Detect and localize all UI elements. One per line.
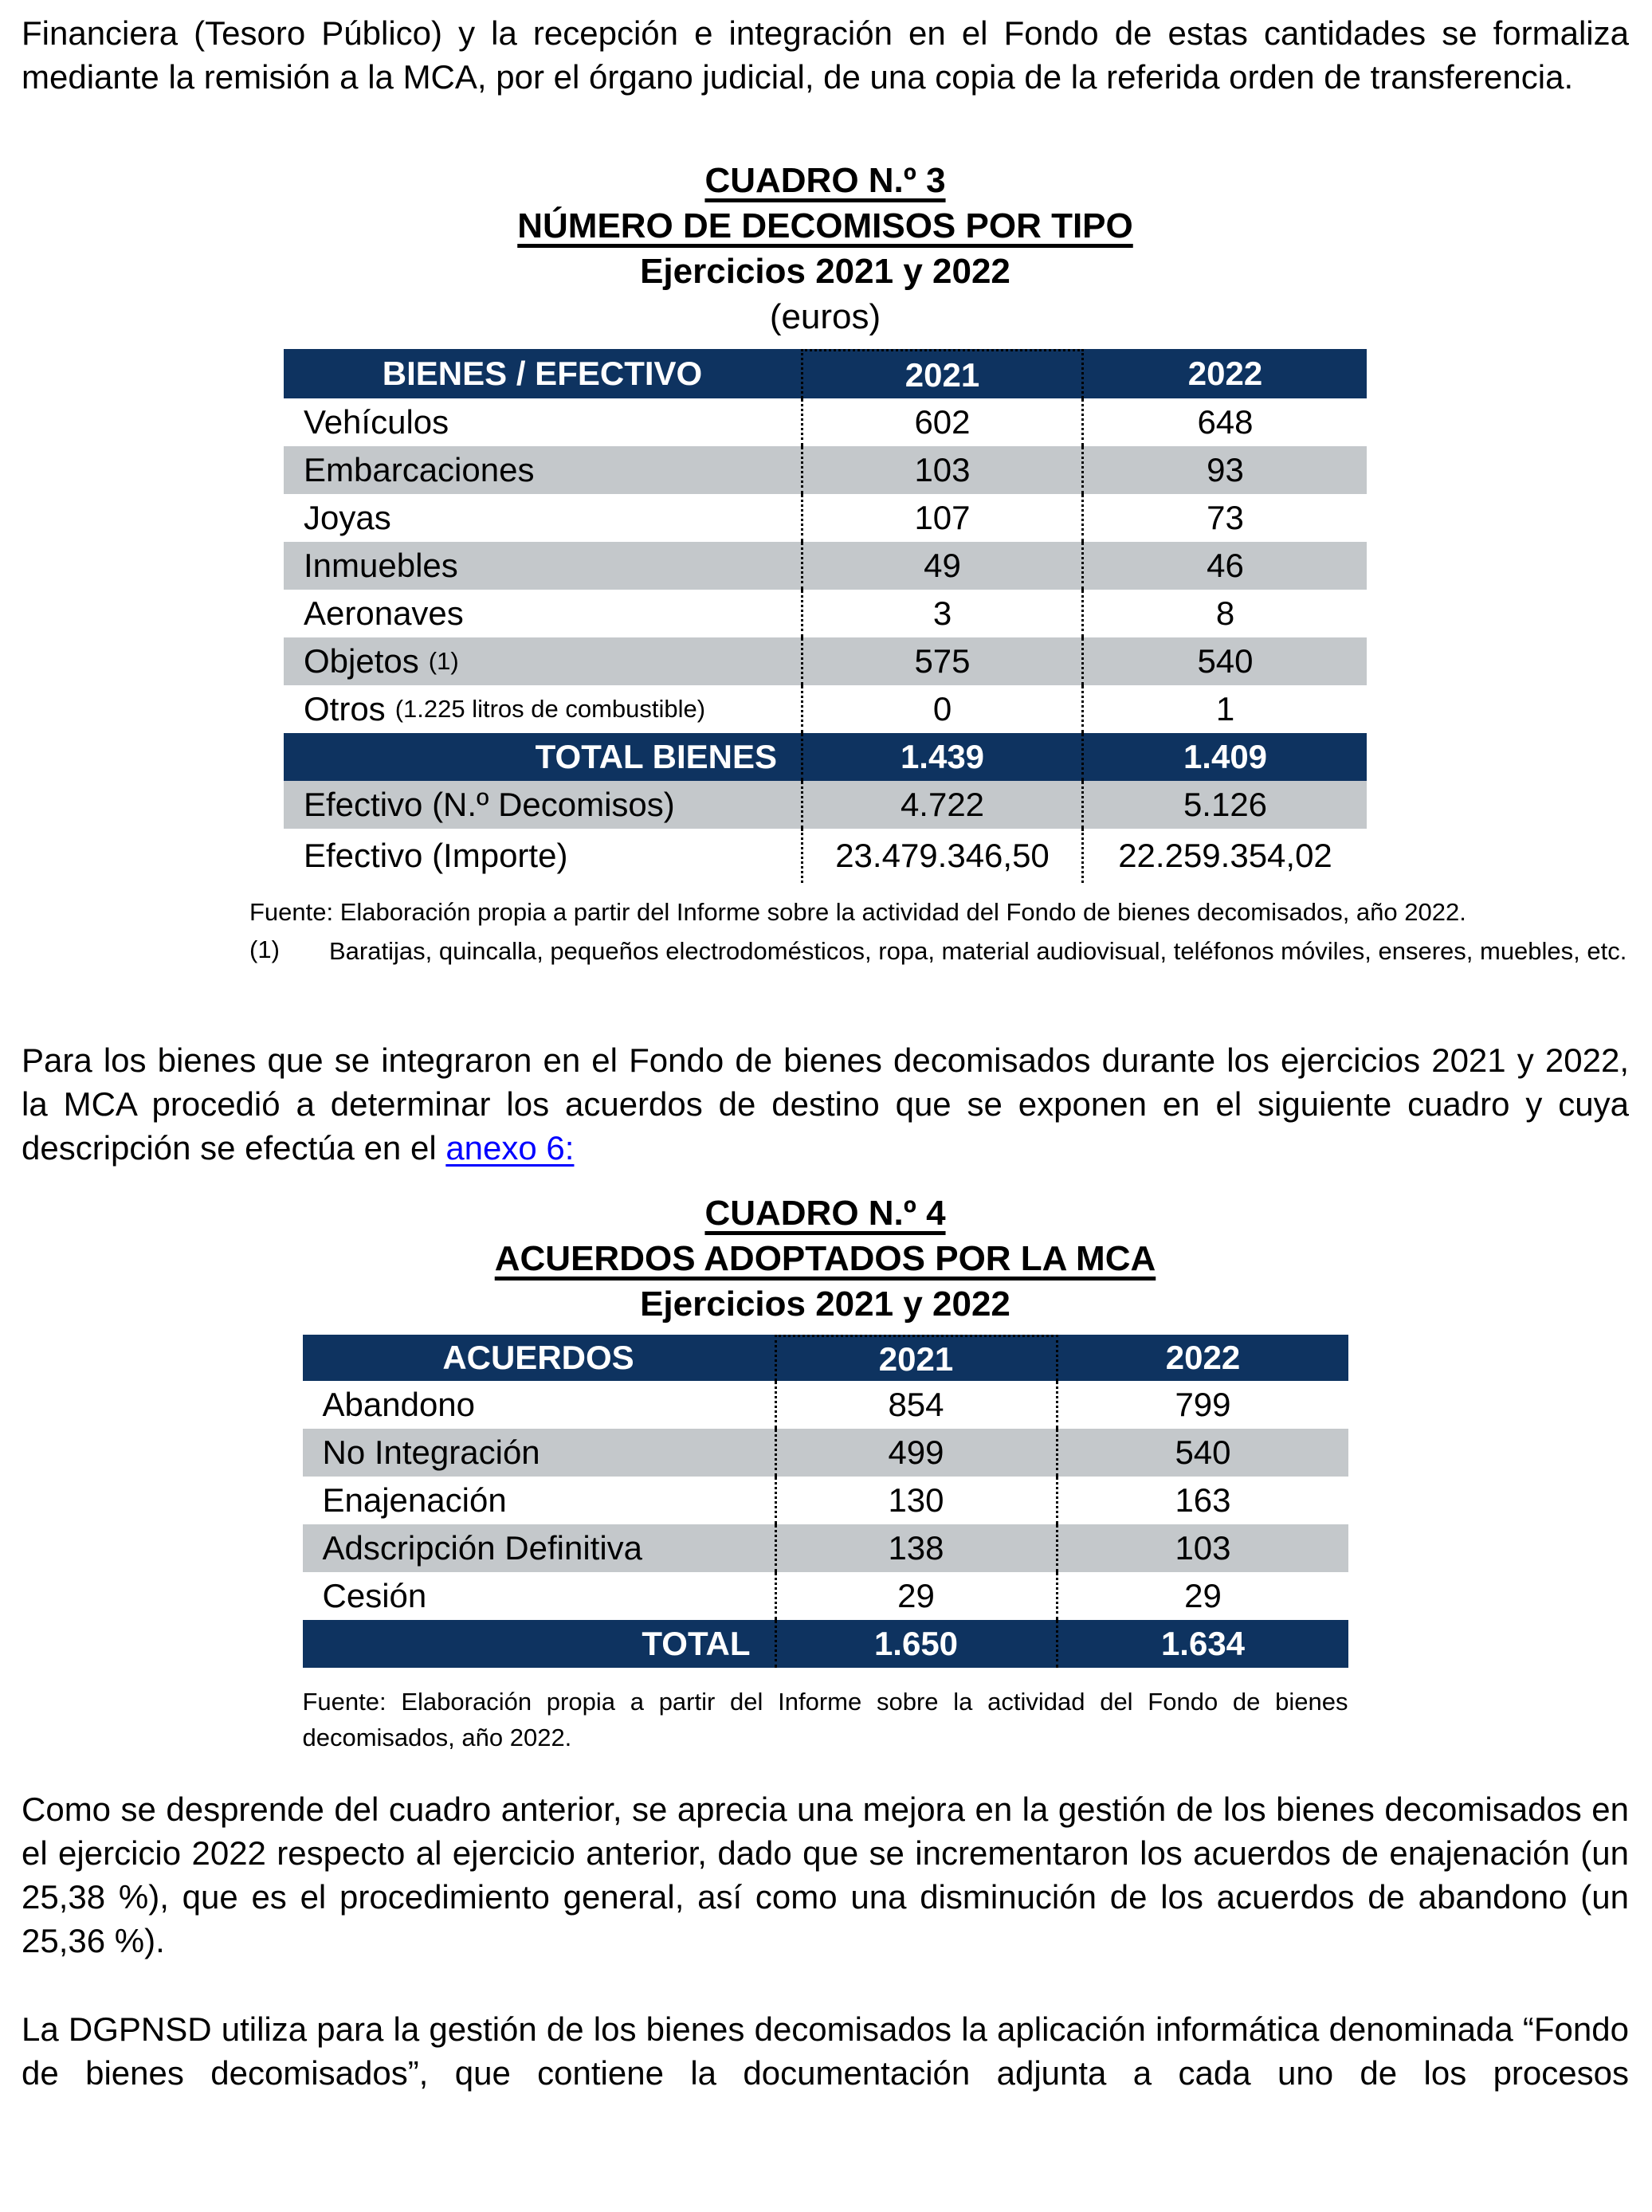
row-label-cell: Efectivo (Importe) [304,837,568,874]
table-row-inmuebles [284,542,1367,590]
middle-paragraph [22,1038,1629,1170]
row-label-cell: Abandono [322,1386,476,1423]
table-row-efectivo-decomisos [284,781,1367,829]
footnote-text: Baratijas, quincalla, pequeños electrodomésticos, ropa, material audiovisual, teléfonos móviles, enseres, muebles, etc. [329,937,1627,965]
table-row-joyas [284,494,1367,542]
cuadro4-source-note: Fuente: Elaboración propia a partir del Informe sobre la actividad del Fondo de bienes decomisados, año 2022. [302,1688,1348,1751]
header-cell-acuerdos: ACUERDOS [303,1335,775,1381]
value-2021-cell: 499 [775,1429,1058,1477]
table-row-aeronaves [284,590,1367,637]
analysis-paragraph: Como se desprende del cuadro anterior, se aprecia una mejora en la gestión de los bienes decomisados en el ejercicio 2022 respecto al ejercicio anterior, dado que se incrementaron los acuerdos de enajenación (un 25,38 %), que es el procedimiento general, así como una disminución de los acuerdos de abandono (un 25,36 %). [22,1790,1629,1959]
value-2021-cell: 29 [775,1572,1058,1620]
value-2022-cell: 163 [1175,1481,1231,1519]
value-2022-cell: 103 [1175,1529,1231,1567]
cuadro4-title-line [22,1190,1629,1236]
value-2022-cell: 29 [1184,1577,1222,1614]
total-2021-cell: 1.650 [775,1620,1058,1668]
value-2021-cell: 602 [801,398,1084,446]
table-row-adscripcion-definitiva [303,1524,1348,1572]
value-2021-cell: 575 [801,637,1084,685]
table-header-row [284,349,1367,398]
header-cell-2021: 2021 [775,1335,1058,1381]
table-total-row [303,1620,1348,1668]
row-label-suffix: (1) [428,647,459,675]
value-2022-cell: 799 [1175,1386,1231,1423]
header-cell-2021: 2021 [801,349,1084,398]
row-label-cell: Joyas [304,499,391,536]
row-label-cell: Inmuebles [304,547,458,584]
value-2022-cell: 648 [1197,403,1254,441]
cuadro4-subtitle-line [22,1236,1629,1281]
intro-paragraph: Financiera (Tesoro Público) y la recepción e integración en el Fondo de estas cantidades se formaliza mediante la remisión a la MCA, por el órgano judicial, de una copia de la referida orden de transferencia. [22,14,1629,96]
row-label-cell: Aeronaves [304,594,464,632]
value-2021-cell: 23.479.346,50 [801,829,1084,883]
table-row-embarcaciones [284,446,1367,494]
cuadro3-title-line [22,158,1629,203]
value-2022-cell: 540 [1197,642,1254,680]
middle-paragraph-text: Para los bienes que se integraron en el Fondo de bienes decomisados durante los ejercicios 2021 y 2022, la MCA procedió a determinar los acuerdos de destino que se exponen en el siguiente cuadro y cuya descripción se efectúa en el [22,1041,1629,1167]
value-2021-cell: 49 [801,542,1084,590]
value-2021-cell: 107 [801,494,1084,542]
row-label-cell: Efectivo (N.º Decomisos) [304,786,675,823]
closing-paragraph: La DGPNSD utiliza para la gestión de los bienes decomisados la aplicación informática denominada “Fondo de bienes decomisados”, que contiene la documentación adjunta a cada uno de los procesos [22,2010,1629,2092]
table-row-efectivo-importe [284,829,1367,883]
row-label-cell: Otros (1.225 litros de combustible) [304,690,706,728]
table-row-vehiculos [284,398,1367,446]
row-label-cell: Objetos (1) [304,642,459,680]
cuadro3-subtitle-line [22,203,1629,249]
table-row-abandono [303,1381,1348,1429]
cuadro3-period: Ejercicios 2021 y 2022 [640,252,1010,291]
row-label-cell: No Integración [322,1433,540,1471]
cuadro4-subtitle: ACUERDOS ADOPTADOS POR LA MCA [494,1239,1156,1278]
value-2021-cell: 130 [775,1477,1058,1524]
value-2022-cell: 93 [1207,451,1244,488]
value-2022-cell: 8 [1215,594,1235,632]
table-total-row [284,733,1367,781]
cuadro3-footnotes [249,894,1629,971]
value-2021-cell: 103 [801,446,1084,494]
header-cell-2022: 2022 [1058,1335,1348,1381]
value-2022-cell: 22.259.354,02 [1118,837,1332,874]
table-header-row [303,1335,1348,1381]
cuadro4-title-block [22,1190,1629,1327]
table-row-enajenacion [303,1477,1348,1524]
header-cell-2022: 2022 [1084,349,1367,398]
value-2021-cell: 138 [775,1524,1058,1572]
footnote-1 [249,931,1629,971]
total-2022-cell: 1.409 [1084,733,1367,781]
table-row-objetos [284,637,1367,685]
value-2021-cell: 0 [801,685,1084,733]
total-label-cell: TOTAL [303,1620,775,1668]
total-label-cell: TOTAL BIENES [284,733,801,781]
cuadro4-period: Ejercicios 2021 y 2022 [640,1284,1010,1324]
value-2022-cell: 5.126 [1183,786,1268,823]
row-label-suffix: (1.225 litros de combustible) [394,695,706,723]
cuadro3-title-block [22,158,1629,339]
value-2021-cell: 854 [775,1381,1058,1429]
row-label-cell: Enajenación [322,1481,507,1519]
cuadro3-title: CUADRO N.º 3 [704,161,946,200]
value-2022-cell: 540 [1175,1433,1231,1471]
value-2022-cell: 1 [1215,690,1235,728]
total-2022-cell: 1.634 [1058,1620,1348,1668]
total-2021-cell: 1.439 [801,733,1084,781]
header-cell-bienes-efectivo: BIENES / EFECTIVO [284,349,801,398]
value-2022-cell: 46 [1207,547,1244,584]
row-label-cell: Adscripción Definitiva [322,1529,643,1567]
cuadro3-subtitle: NÚMERO DE DECOMISOS POR TIPO [517,206,1133,245]
anexo-6-link[interactable]: anexo 6: [445,1129,575,1167]
decomisos-table [284,349,1367,883]
row-label-cell: Vehículos [304,403,449,441]
table-row-cesion [303,1572,1348,1620]
value-2021-cell: 3 [801,590,1084,637]
footnote-marker: (1) [249,935,280,963]
table-row-otros [284,685,1367,733]
cuadro3-unit: (euros) [769,297,881,336]
row-label-cell: Embarcaciones [304,451,535,488]
value-2022-cell: 73 [1207,499,1244,536]
row-label-cell: Cesión [322,1577,427,1614]
source-note: Fuente: Elaboración propia a partir del Informe sobre la actividad del Fondo de bienes decomisados, año 2022. [249,898,1466,926]
cuadro4-title: CUADRO N.º 4 [704,1194,946,1233]
table-row-no-integracion [303,1429,1348,1477]
acuerdos-table [303,1335,1348,1668]
value-2021-cell: 4.722 [801,781,1084,829]
